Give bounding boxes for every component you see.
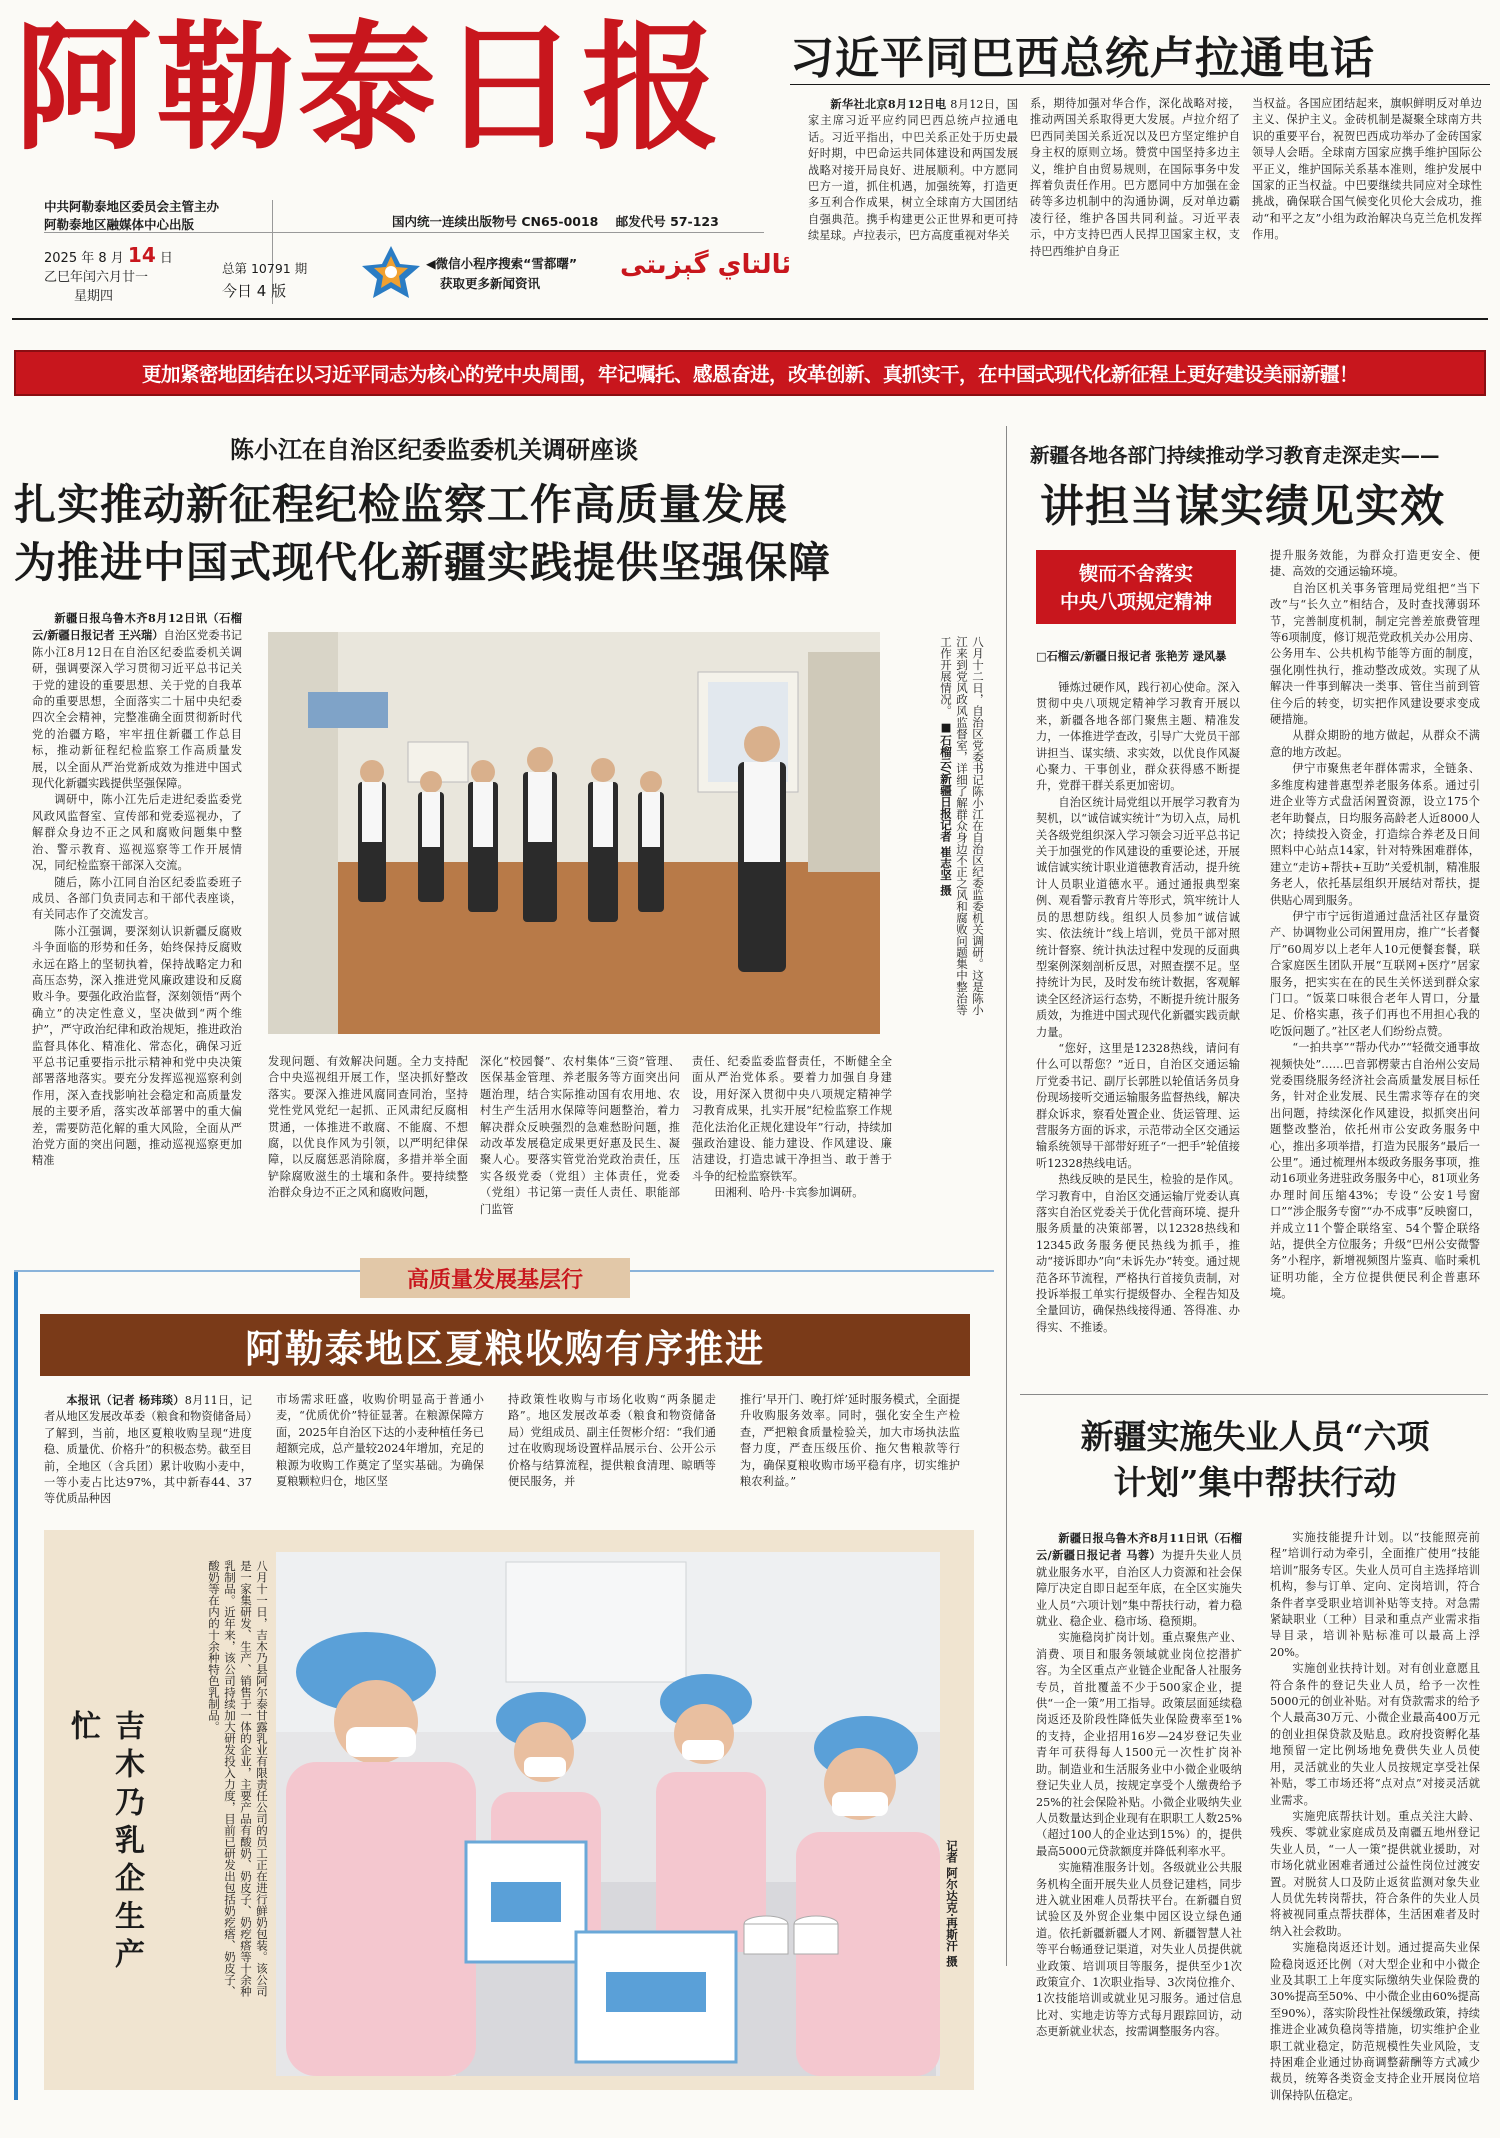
lead-photo [268,632,880,1034]
lead-p4: 陈小江强调，要深刻认识新疆反腐败斗争面临的形势和任务，始终保持反腐败永远在路上的坚韧执着，保持战略定力和高压态势，深入推进党风廉政建设和反腐败斗争。要强化政治监督，深刻领悟“两个确立”的决定性意义，坚决做到“两个维护”，严守政治纪律和政治规矩，推进政治监督具体化、精准化、常态化，确保习近平总书记重要指示批示精神和党中央决策部署落地落实。要充分发挥巡视巡察利剑作用，深入查找影响社会稳定和高质量发展的主要矛盾，落实改革部署中的重大偏差，需要防范化解的重大风险，全面从严治党方面的突出问题，推动巡视巡察更加精准 [32,924,242,1168]
issue-date: 2025 年 8 月 14 日 [44,243,173,267]
employment-col-1 [1036,1530,1242,2120]
employment-headline-2: 计划”集中帮扶行动 [1113,1463,1397,1502]
employment-dateline: 新疆日报乌鲁木齐8月11日讯（石榴云/新疆日报记者 马蓉） [1036,1531,1242,1563]
sponsor-line-2: 阿勒泰地区融媒体中心出版 [44,217,195,232]
right-kicker: 新疆各地各部门持续推动学习教育走深走实—— [1030,444,1440,467]
masthead-title: 阿勒泰日报 [14,6,725,169]
section-frame-left [14,1270,18,2100]
right-p3: “您好，这里是12328热线，请问有什么可以帮您？”近日，自治区交通运输厅党委书记、副厅长郭胜以轮值话务员身份现场接听交通运输服务监督热线，解决群众诉求，察看处置企业、货运管理、运营服务方面的诉求，示范带动全区交通运输系统领导干部带好班子“一把手”轮值接听12328热线电话。 [1036,1041,1240,1170]
top-story-col-3 [1252,96,1482,316]
lead-c3: 深化“校园餐”、农村集体“三资”管理、医保基金管理、养老服务等方面突出问题治理，结合实际推动国有农用地、农村生产生活用水保障等问题整治，着力解决群众反映强烈的急难愁盼问题，推动改革发展稳定成果更好惠及民生、凝聚人心。要落实管党治党政治责任，压实各级党委（党组）主体责任，党委（党组）书记第一责任人责任、职能部门监管 [480,1055,680,1216]
employment-p2: 实施稳岗扩岗计划。重点聚焦产业、消费、项目和服务领域就业岗位挖潜扩容。为全区重点产业链企业配备人社服务专员，首批覆盖不少于500家企业，提供“一企一策”用工指导。政策层面延续稳岗返还及阶段性降低失业保险费率至1%的支持，企业招用16岁—24岁登记失业青年可获得每人1500元一次性扩岗补助。制造业和生活服务业中小微企业吸纳登记失业人员，按规定享受个人缴费给予25%的社会保险补贴。小微企业吸纳失业人员数量达到企业现有在职职工人数25%（超过100人的企业达到15%）的，提供最高5000元贷款额度并降低利率水平。 [1036,1631,1242,1858]
right-p2: 自治区统计局党组以开展学习教育为契机，以“诚信诚实统计”为切入点，局机关各级党组织深入学习领会习近平总书记关于加强党的作风建设的重要论述，开展诚信诚实统计职业道德教育活动，提升统计人员职业道德水平。通过通报典型案例、观看警示教育片等形式，筑牢统计人员的思想防线。组织人员参加“诚信诚实、依法统计”线上培训，党员干部对照统计督察、统计执法过程中发现的反面典型案例深刻剖析反思，对照查摆不足。坚持统计为民，及时发布统计数据，客观解读全区经济运行态势，不断提升统计服务质效，为推进中国式现代化新疆实践贡献力量。 [1036,795,1240,1039]
top-story-dateline: 新华社北京8月12日电 [830,97,947,111]
slogan-banner [14,350,1486,396]
right-c2a: 提升服务效能，为群众打造更安全、便捷、高效的交通运输环境。 [1270,549,1480,579]
uyghur-title: ئالتاي گېزىتى [620,250,792,280]
lead-c2: 发现问题、有效解决问题。全力支持配合中央巡视组开展工作，坚决抓好整改落实。要深入推进风腐同查同治，坚持党性党风党纪一起抓、正风肃纪反腐相贯通，一体推进不敢腐、不能腐、不想腐，以优良作风为引领，以严明纪律保障，以反腐惩恶消除腐，多措并举全面铲除腐败滋生的土壤和条件。要持续整治群众身边不正之风和腐败问题， [268,1055,468,1200]
right-c2e: 伊宁市宁远街道通过盘活社区存量资产、协调物业公司闲置用房，推广“长者餐厅”60周岁以上老年人10元便餐套餐，联合家庭医生团队开展“互联网+医疗”居家服务，把实实在在的民生关怀送到群众家门口。“饭菜口味很合老年人胃口，分量足、价格实惠，孩子们再也不用担心我的吃饭问题了。”社区老人们纷纷点赞。 [1270,909,1480,1038]
right-p4: 热线反映的是民生，检验的是作风。学习教育中，自治区交通运输厅党委认真落实自治区党委关于优化营商环境、提升服务质量的决策部署，以12328热线和12345政务服务便民热线为抓手，推动“接诉即办”向“未诉先办”转变。通过规范各环节流程，严格执行首接负责制，对投诉举报工单实行提级督办、全程告知及全量回访，确保热线接得通、答得准、办得实、不推诿。 [1036,1173,1240,1334]
employment-col-2 [1270,1530,1480,2120]
top-story-rule [790,84,1490,85]
lead-headline-2: 为推进中国式现代化新疆实践提供坚强保障 [14,538,832,587]
lead-caption-text: 八月十二日，自治区党委书记陈小江在自治区纪委监委机关调研。这是陈小江来到党风政风监督室，详细了解群众身边不正之风和腐败问题集中整治等工作开展情况。 [939,636,985,1016]
lead-col-2 [268,1054,468,1234]
right-p1: 锤炼过硬作风，践行初心使命。深入贯彻中央八项规定精神学习教育开展以来，新疆各地各部门聚焦主题、精准发力，一体推进学查改，引导广大党员干部讲担当、谋实绩、求实效，以优良作风凝心聚力、干事创业，群众获得感不断提升，党群干群关系更加密切。 [1036,681,1240,793]
office-scene-image [268,632,880,1034]
masthead [0,0,1500,340]
lead-p2: 调研中，陈小江先后走进纪委监委党风政风监督室、宣传部和党委巡视办，了解群众身边不正之风和腐败问题集中整治、警示教育、巡视巡察等工作开展情况，同纪检监察干部深入交流。 [32,793,242,873]
column-divider-main [1006,426,1007,1966]
issue-block [222,258,307,302]
section-col-3 [508,1392,716,1512]
lead-c4b: 田湘利、哈丹·卡宾参加调研。 [714,1186,864,1200]
lead-photo-caption [886,636,986,1024]
top-story-text-2: 系，期待加强对华合作，深化战略对接，推动两国关系取得更大发展。卢拉介绍了巴西同美国关系近况以及巴方坚定维护自身主权的原则立场。赞赏中国坚持多边主义，维护自由贸易规则，在国际事务中发挥着负责任作用。巴方愿同中方加强在金砖等多边机制中的沟通协调，反对单边霸凌行径，维护各国共同利益。习近平表示，中方支持巴西人民捍卫国家主权，支持巴西维护自身正 [1030,97,1240,258]
section-c3: 持政策性收购与市场化收购“两条腿走路”。地区发展改革委（粮食和物资储备局）党组成员、副主任贺彬介绍：“我们通过在收购现场设置样品展示台、公开公示价格与结算流程，提供粮食清理、晾晒等便民服务，并 [508,1393,716,1489]
miniprogram-block [426,254,577,294]
right-c2f: “一拍共享”“帮办代办”“轻微交通事故视频快处”……巴音郭楞蒙古自治州公安局党委围绕服务经济社会高质量发展目标任务，针对企业发展、民生需求等存在的突出问题，持续深化作风建设，拟抓突出问题整改整治，依托州市公安政务服务中心，推出多项举措，打造为民服务“最后一公里”。通过梳理州本级政务服务事项，推动16项业务进驻政务服务中心，81项业务办理时间压缩43%；专设“公安1号窗口”“涉企服务专窗”“办不成事”反映窗口，并成立11个警企联络室、54个警企联络站，提供全方位服务；升级“巴州公安微警务”小程序，新增视频图片鉴真、临时乘机证明功能，全方位提供便民利企普惠环境。 [1270,1041,1480,1301]
dairy-photo-caption: 八月十一日，吉木乃县阿尔泰甘露乳业有限责任公司的员工正在进行鲜奶包装。该公司是一家集研发、生产、销售于一体的企业，主要产品有酸奶、奶皮子、奶疙瘩等十余种乳制品。近年来，该公司持续加大研发投入力度，目前已研发出包括奶疙瘩、奶皮子、酸奶等在内的十余种特色乳制品。 [207,1560,269,1997]
latest-news-text: 获取更多新闻资讯 [440,276,541,291]
dairy-photo-title: 吉木乃乳企生产忙 [65,1710,144,1976]
section-c2: 市场需求旺盛，收购价明显高于普通小麦，“优质优价”特征显著。在粮源保障方面，2025年自治区下达的小麦种植任务已超额完成，总产量较2024年增加，充足的粮源为收购工作奠定了坚实基础。为确保夏粮颗粒归仓，地区坚 [276,1393,484,1489]
lead-c4: 责任、纪委监委监督责任，不断健全全面从严治党体系。要着力加强自身建设，用好深入贯彻中央八项规定精神学习教育成果，扎实开展“纪检监察工作规范化法治化正规化建设年”行动，持续加强政治建设、能力建设、作风建设、廉洁建设，打造忠诚干净担当、敢于善于斗争的纪检监察铁军。 [692,1055,892,1183]
section-col-4 [740,1392,960,1512]
lead-p1: 新疆日报乌鲁木齐8月12日讯（石榴云/新疆日报记者 王兴瑞）自治区党委书记陈小江8月12日在自治区纪委监委机关调研，强调要深入学习贯彻习近平总书记关于党的建设的重要思想、关于党的自我革命的重要思想，全面落实二十届中央纪委四次全会精神，完整准确全面贯彻新时代党的治疆方略，牢牢扭住新疆工作总目标，推动新征程纪检监察工作高质量发展，以全面从严治党新成效为推进中国式现代化新疆实践提供坚强保障。 [32,611,242,791]
right-section-rule [1020,1394,1488,1395]
section-label-text: 高质量发展基层行 [406,1266,583,1293]
right-col-1 [1036,680,1240,1370]
right-badge-line-2: 中央八项规定精神 [1059,591,1212,613]
lead-col-3 [480,1054,680,1234]
slogan-text: 更加紧密地团结在以习近平同志为核心的党中央周围，牢记嘱托、感恩奋进，改革创新、真抓实干，在中国式现代化新征程上更好建设美丽新疆！ [141,363,1358,386]
issue-number: 总第 10791 期 [222,261,308,276]
section-label [360,1258,630,1298]
lead-kicker: 陈小江在自治区纪委监委机关调研座谈 [230,436,638,464]
right-badge-line-1: 锲而不舍落实 [1078,563,1193,585]
employment-c2c: 实施兜底帮扶计划。重点关注大龄、残疾、零就业家庭成员及南疆五地州登记失业人员，“一人一策”提供就业援助，对市场化就业困难者通过公益性岗位过渡安置。对脱贫人口及防止返贫监测对象失业人员优先转岗帮扶，符合条件的失业人员将被视同重点帮扶群体，生活困难者及时纳入社会救助。 [1270,1809,1480,1938]
cn-number [392,212,719,230]
dairy-photo-credit: 记者 阿尔达克·再斯汗 摄 [945,1840,959,1968]
lead-photo-credit: ■石榴云/新疆日报记者 崔志坚 摄 [939,720,953,896]
lead-col-4 [692,1054,892,1234]
lunar-date: 乙巳年闰六月廿一 [44,270,149,285]
employment-headline [1030,1414,1480,1506]
masthead-rule-h [44,232,764,233]
weekday: 星期四 [74,289,114,304]
lead-dateline: 新疆日报乌鲁木齐8月12日讯（石榴云/新疆日报记者 王兴瑞） [32,611,242,643]
employment-p1: 新疆日报乌鲁木齐8月11日讯（石榴云/新疆日报记者 马蓉）为提升失业人员就业服务水平，自治区人力资源和社会保障厅决定自即日起至年底，在全区实施失业人员“六项计划”集中帮扶行动，着力稳就业、稳企业、稳市场、稳预期。 [1036,1531,1242,1629]
lead-p3: 随后，陈小江同自治区纪委监委班子成员、各部门负责同志和干部代表座谈，有关同志作了交流发言。 [32,875,242,922]
top-story-headline: 习近平同巴西总统卢拉通电话 [790,33,1375,84]
employment-c2d: 实施稳岗返还计划。通过提高失业保险稳岗返还比例（对大型企业和中小微企业及其职工上年度实际缴纳失业保险费的30%提高至50%、中小微企业由60%提高至90%），落实阶段性社保缓缴政策，持续推进企业减负稳岗等措施，切实维护企业职工就业稳定，防范规模性失业风险，支持困难企业通过协商调整薪酬等方式减少裁员，统筹各类资金支持企业开展岗位培训保持队伍稳定。 [1270,1941,1480,2102]
cn-text: 国内统一连续出版物号 CN65-0018 [392,214,599,229]
post-code: 邮发代号 57-123 [615,214,719,229]
right-c2c: 从群众期盼的地方做起，从群众不满意的地方改起。 [1270,729,1480,759]
date-day: 14 [127,243,156,267]
masthead-bottom-rule [12,318,1488,320]
top-story-col-2 [1030,96,1240,316]
employment-c2a: 实施技能提升计划。以“技能照亮前程”培训行动为牵引，全面推广使用“技能培训”服务专区。失业人员可自主选择培训机构，参与订单、定向、定岗培训，符合条件者享受职业培训补贴等支持。对急需紧缺职业（工种）目录和重点产业需求指导目录，培训补贴标准可以最高上浮20%。 [1270,1531,1480,1659]
dairy-photo [276,1552,940,2076]
right-badge [1036,550,1236,624]
lead-headline-1: 扎实推动新征程纪检监察工作高质量发展 [14,480,789,529]
right-byline: □石榴云/新疆日报记者 张艳芳 逯风暴 [1036,649,1227,663]
sponsor-line-1: 中共阿勒泰地区委员会主管主办 [44,199,220,214]
section-c1: 本报讯（记者 杨玮琰）8月11日，记者从地区发展改革委（粮食和物资储备局）了解到，当前，地区夏粮收购呈现“进度稳、质量优、价格升”的积极态势。截至目前，全地区（含兵团）累计收购小麦中，一等小麦占比达97%，其中新春44、37等优质品种因 [44,1393,252,1506]
employment-p3: 实施精准服务计划。各级就业公共服务机构全面开展失业人员登记建档，同步进入就业困难人员帮扶平台。在新疆自贸试验区及外贸企业集中园区设立绿色通道。依托新疆新疆人才网、新疆智慧人社等平台畅通登记渠道，对失业人员提供就业政策、培训项目等服务，提供至少1次政策宣介、1次职业指导、3次岗位推介、1次技能培训或就业见习服务。通过信息比对、实地走访等方式每月跟踪回访，动态更新就业状态，按需调整服务内容。 [1036,1861,1242,2039]
right-c2b: 自治区机关事务管理局党组把“当下改”与“长久立”相结合，及时查找薄弱环节，完善制度机制，制定完善差旅费管理等6项制度，修订规范党政机关办公用房、公务用车、公共机构节能等方面的制度，强化刚性执行，推动整改成效。实现了从解决一件事到解决一类事、管住当前到管住今后的转变，切实把作风建设要求变成硬措施。 [1270,581,1480,727]
top-story-col-1 [808,96,1018,316]
miniprogram-text: ◀微信小程序搜索“雪都曙” [426,256,578,271]
top-story-text-1: 新华社北京8月12日电 8月12日，国家主席习近平应约同巴西总统卢拉通电话。习近平指出，中巴关系正处于历史最好时期，中巴命运共同体建设和两国发展战略对接开局良好、进展顺利。中方愿同巴方一道，抓住机遇，加强统筹，打造更多互利合作成果，树立全球南方大国团结自强典范。携手构建更公正世界和更可持续星球。卢拉表示，巴方高度重视对华关 [808,97,1018,243]
section-headline: 阿勒泰地区夏粮收购有序推进 [244,1325,765,1371]
pages-today: 今日 4 版 [222,282,287,300]
employment-headline-1: 新疆实施失业人员“六项 [1080,1417,1430,1456]
section-col-2 [276,1392,484,1512]
lead-col-1 [32,610,242,1230]
date-block [44,243,173,306]
section-c4: 推行‘早开门、晚打烊’延时服务模式，全面提升收购服务效率。同时，强化安全生产检查，严把粮食质量检验关，加大市场执法监督力度，严查压级压价、拖欠售粮款等行为，确保夏粮收购市场平稳有序，切实维护粮农利益。” [740,1393,960,1489]
dairy-workers-image [276,1552,940,2076]
right-c2d: 伊宁市聚焦老年群体需求，全链条、多维度构建普惠型养老服务体系。通过引进企业等方式盘活闲置资源，设立175个老年助餐点，日均服务高龄老人近8000人次；持续投入资金，打造综合养老及日间照料中心站点14家，针对特殊困难群体，建立“走访+帮扶+互助”关爱机制，精准服务老人，依托基层组织开展结对帮扶，提供贴心周到服务。 [1270,762,1480,907]
publisher-block [44,198,219,234]
section-col-1 [44,1392,252,1512]
xuedu-logo-icon [360,244,422,300]
top-story-text-3: 当权益。各国应团结起来，旗帜鲜明反对单边主义、保护主义。金砖机制是凝聚全球南方共识的重要平台，祝贺巴西成功举办了金砖国家领导人会晤。全球南方国家应携手维护国际公平正义，维护国际关系基本准则，维护发展中国家的正当权益。中巴要继续共同应对全球性挑战，确保联合国气候变化贝伦大会成功，推动“和平之友”小组为政治解决乌克兰危机发挥作用。 [1252,97,1482,242]
section-headline-bar [40,1314,970,1376]
right-headline: 讲担当谋实绩见实效 [1040,481,1445,532]
right-col-2 [1270,548,1480,1374]
section-byline: 本报讯（记者 杨玮琰） [66,1393,185,1407]
employment-c2b: 实施创业扶持计划。对有创业意愿且符合条件的登记失业人员，给予一次性5000元的创业补贴。对有贷款需求的给予个人最高30万元、小微企业最高400万元的创业担保贷款及贴息。政府投资孵化基地预留一定比例场地免费供失业人员使用，灵活就业的失业人员按规定享受社保补贴，零工市场还将“点对点”对接灵活就业需求。 [1270,1662,1480,1807]
